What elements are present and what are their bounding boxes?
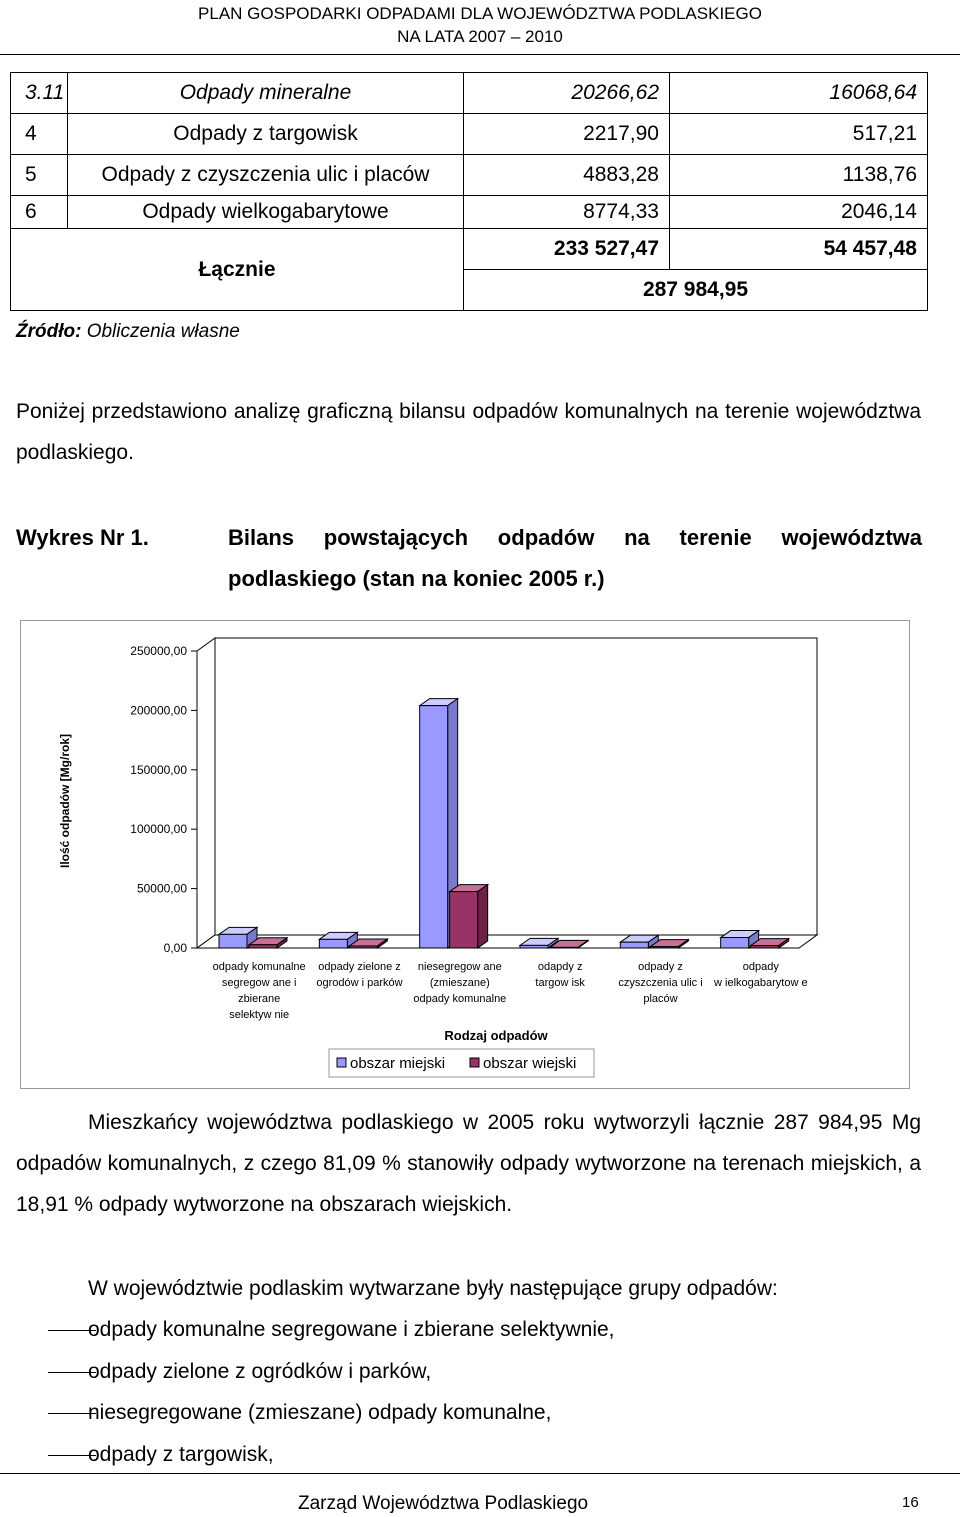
x-tick-label: odpady komunalne xyxy=(212,961,306,973)
row-name: Odpady z targowisk xyxy=(68,114,464,155)
bar xyxy=(550,947,578,948)
x-tick-label: w ielkogabarytow e xyxy=(714,977,808,989)
bar xyxy=(751,946,779,948)
legend-label: obszar miejski xyxy=(350,1055,446,1072)
bar xyxy=(450,892,478,948)
total-urban: 233 527,47 xyxy=(464,229,670,270)
bar xyxy=(620,942,648,948)
row-name: Odpady mineralne xyxy=(68,73,464,114)
x-tick-label: zbierane xyxy=(238,993,281,1005)
y-axis-label: Ilość odpadów [Mg/rok] xyxy=(58,734,72,868)
source-label: Źródło: xyxy=(16,321,82,342)
row-number: 5 xyxy=(11,155,68,196)
summary-paragraph: Mieszkańcy województwa podlaskiego w 2005 roku wytworzyli łącznie 287 984,95 Mg odpadów komunalnych, z czego 81,09 % stanowiły odpady wytworzone na terenach miejskich, a 18,91 % odpady wytworzone na obszarach wiejskich. xyxy=(16,1111,921,1216)
bar xyxy=(721,938,749,948)
document-header xyxy=(0,2,960,48)
y-tick-label: 0,00 xyxy=(163,941,187,955)
x-axis-label: Rodzaj odpadów xyxy=(444,1028,548,1043)
bar-side xyxy=(478,885,488,948)
bar xyxy=(349,946,377,948)
x-tick-label: ogrodów i parków xyxy=(316,977,403,989)
row-number: 4 xyxy=(11,114,68,155)
table-row xyxy=(11,155,928,196)
row-urban: 2217,90 xyxy=(464,114,670,155)
chart-frame xyxy=(20,620,910,1089)
table-row xyxy=(11,114,928,155)
y-tick-label: 150000,00 xyxy=(130,762,187,777)
x-tick-label: selektyw nie xyxy=(229,1009,290,1021)
table-row xyxy=(11,73,928,114)
bullet-item: odpady z targowisk, xyxy=(88,1443,274,1466)
x-tick-label: placów xyxy=(643,993,678,1005)
bar xyxy=(650,947,678,948)
x-tick-label: (zmieszane) xyxy=(429,977,490,989)
y-tick-label: 50000,00 xyxy=(136,881,187,896)
row-urban: 20266,62 xyxy=(464,73,670,114)
chart-title-line-2: podlaskiego (stan na koniec 2005 r.) xyxy=(228,566,605,591)
bar xyxy=(319,939,347,948)
row-urban: 8774,33 xyxy=(464,196,670,229)
header-divider xyxy=(0,54,960,55)
bar xyxy=(420,706,448,948)
row-name: Odpady wielkogabarytowe xyxy=(68,196,464,229)
footer-divider xyxy=(0,1473,960,1474)
legend-label: obszar wiejski xyxy=(483,1055,577,1072)
footer-text: Zarząd Województwa Podlaskiego xyxy=(298,1493,589,1514)
table-source xyxy=(16,321,240,343)
total-all: 287 984,95 xyxy=(464,270,928,311)
y-tick-label: 250000,00 xyxy=(130,644,187,658)
x-tick-label: odpady zielone z xyxy=(318,961,401,973)
x-tick-label: segregow ane i xyxy=(221,977,297,989)
bullet-item: odpady zielone z ogródków i parków, xyxy=(88,1360,432,1383)
x-tick-label: czyszczenia ulic i xyxy=(618,977,703,989)
row-urban: 4883,28 xyxy=(464,155,670,196)
total-row xyxy=(11,229,928,270)
bar xyxy=(249,945,277,948)
chart-title-line-1: Bilans powstających odpadów na terenie województwa xyxy=(228,525,922,550)
chart-side-wall xyxy=(197,638,215,948)
y-tick-label: 200000,00 xyxy=(130,703,187,718)
bullet-item: niesegregowane (zmieszane) odpady komunalne, xyxy=(88,1401,552,1424)
row-number: 3.11 xyxy=(11,73,68,114)
legend-swatch xyxy=(337,1058,346,1067)
row-rural: 16068,64 xyxy=(670,73,928,114)
chart-number: Wykres Nr 1. xyxy=(16,525,149,550)
x-tick-label: odpady z xyxy=(638,961,683,973)
row-name: Odpady z czyszczenia ulic i placów xyxy=(68,155,464,196)
row-rural: 517,21 xyxy=(670,114,928,155)
y-tick-label: 100000,00 xyxy=(130,822,187,837)
x-tick-label: targow isk xyxy=(535,977,585,989)
total-label: Łącznie xyxy=(11,229,464,311)
bullet-item: odpady komunalne segregowane i zbierane selektywnie, xyxy=(88,1318,615,1341)
legend-swatch xyxy=(470,1058,479,1067)
page-number: 16 xyxy=(902,1494,919,1511)
x-tick-label: odpady komunalne xyxy=(413,993,507,1005)
x-tick-label: niesegregow ane xyxy=(417,961,502,973)
row-rural: 2046,14 xyxy=(670,196,928,229)
bar xyxy=(520,945,548,948)
waste-table xyxy=(10,72,928,311)
groups-intro: W województwie podlaskim wytwarzane były następujące grupy odpadów: xyxy=(88,1277,778,1300)
bar xyxy=(219,934,247,948)
intro-paragraph: Poniżej przedstawiono analizę graficzną bilansu odpadów komunalnych na terenie województwa podlaskiego. xyxy=(16,400,921,464)
x-tick-label: odapdy z xyxy=(537,961,583,973)
x-tick-label: odpady xyxy=(742,961,779,973)
bar-chart xyxy=(21,621,909,1088)
chart-back-wall xyxy=(215,638,817,935)
header-line-2: NA LATA 2007 – 2010 xyxy=(397,27,563,46)
header-line-1: PLAN GOSPODARKI ODPADAMI DLA WOJEWÓDZTWA PODLASKIEGO xyxy=(198,4,762,23)
row-rural: 1138,76 xyxy=(670,155,928,196)
total-rural: 54 457,48 xyxy=(670,229,928,270)
table-row xyxy=(11,196,928,229)
source-text: Obliczenia własne xyxy=(81,321,240,342)
row-number: 6 xyxy=(11,196,68,229)
